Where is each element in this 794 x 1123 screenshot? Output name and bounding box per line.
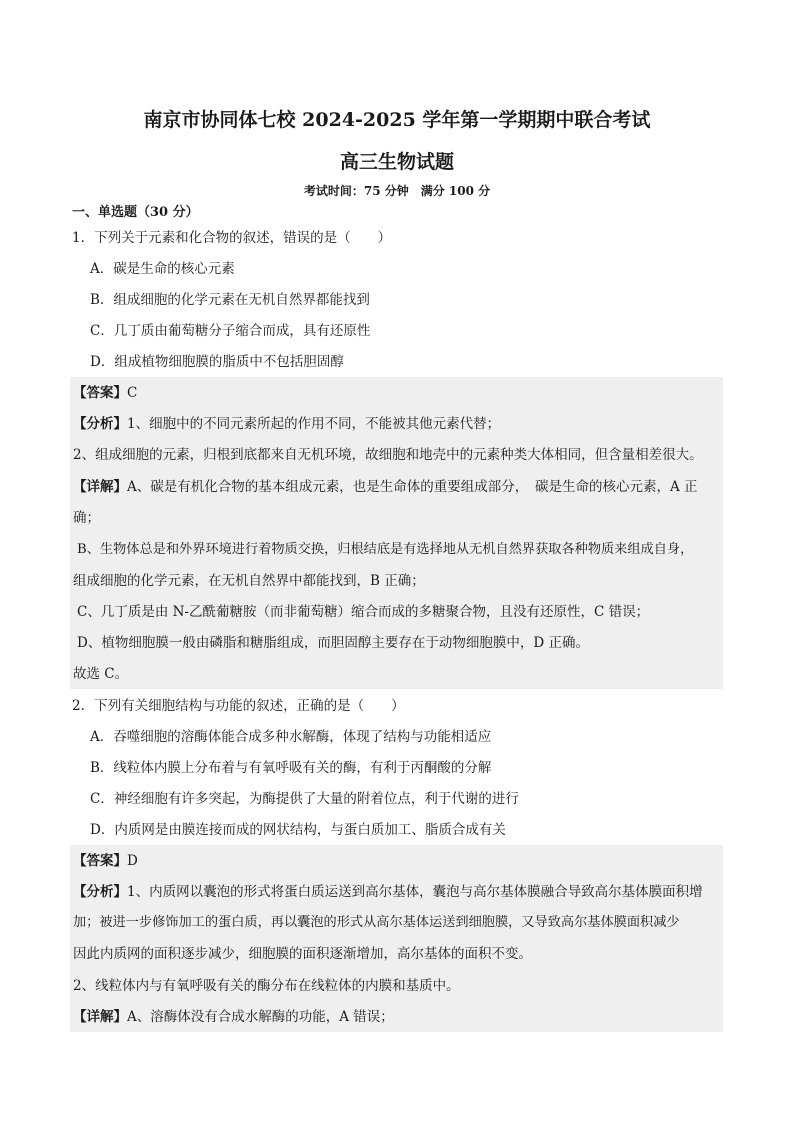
question-1-option-d: D．组成植物细胞膜的脂质中不包括胆固醇 bbox=[90, 354, 344, 370]
question-1-detail-1: 【详解】A、碳是有机化合物的基本组成元素，也是生命体的重要组成部分， 碳是生命的核心元素，A 正 bbox=[73, 479, 698, 495]
question-1-analysis-2: 2、组成细胞的元素，归根到底都来自无机环境，故细胞和地壳中的元素种类大体相同，但含量相差很大。 bbox=[73, 447, 703, 463]
detail-tag: 【详解】 bbox=[73, 479, 127, 495]
question-1-detail-5: C、几丁质是由 N-乙酰葡糖胺（而非葡萄糖）缩合而成的多糖聚合物，且没有还原性，C 错误； bbox=[77, 604, 650, 620]
question-2-option-a: A．吞噬细胞的溶酶体能合成多种水解酶，体现了结构与功能相适应 bbox=[90, 729, 492, 745]
question-2-option-d: D．内质网是由膜连接而成的网状结构，与蛋白质加工、脂质合成有关 bbox=[90, 822, 506, 838]
question-1-analysis-1: 【分析】1、细胞中的不同元素所起的作用不同，不能被其他元素代替； bbox=[73, 416, 501, 432]
exam-title: 南京市协同体七校 2024-2025 学年第一学期期中联合考试 bbox=[143, 109, 651, 131]
question-2-solution-box bbox=[70, 845, 723, 1032]
question-2-answer bbox=[73, 851, 138, 871]
question-2-analysis-1: 【分析】1、内质网以囊泡的形式将蛋白质运送到高尔基体，囊泡与高尔基体膜融合导致高尔基体膜面积增 bbox=[73, 884, 703, 900]
section-heading: 一、单选题（30 分） bbox=[72, 205, 199, 220]
detail-tag: 【详解】 bbox=[73, 1009, 127, 1025]
question-1-stem: 1．下列关于元素和化合物的叙述，错误的是（ ） bbox=[72, 230, 392, 246]
question-1-detail-2: 确； bbox=[73, 510, 100, 526]
exam-subtitle: 高三生物试题 bbox=[339, 151, 454, 173]
question-2-option-c: C．神经细胞有许多突起，为酶提供了大量的附着位点，利于代谢的进行 bbox=[90, 791, 519, 807]
question-1-option-b: B．组成细胞的化学元素在无机自然界都能找到 bbox=[90, 292, 370, 308]
question-1-option-a: A．碳是生命的核心元素 bbox=[90, 261, 235, 277]
answer-tag: 【答案】 bbox=[73, 853, 127, 869]
question-2-analysis-3: 因此内质网的面积逐步减少，细胞膜的面积逐渐增加，高尔基体的面积不变。 bbox=[73, 946, 532, 962]
answer-value: C bbox=[127, 385, 138, 401]
question-1-conclusion: 故选 C。 bbox=[73, 666, 129, 682]
question-2-stem: 2．下列有关细胞结构与功能的叙述，正确的是（ ） bbox=[72, 698, 405, 714]
question-1-detail-3: B、生物体总是和外界环境进行着物质交换，归根结底是有选择地从无机自然界获取各种物质来组成自身， bbox=[77, 542, 694, 557]
question-2-option-b: B．线粒体内膜上分布着与有氧呼吸有关的酶，有利于丙酮酸的分解 bbox=[90, 760, 492, 776]
question-1-answer bbox=[73, 383, 137, 403]
question-2-detail-1: 【详解】A、溶酶体没有合成水解酶的功能，A 错误； bbox=[73, 1009, 394, 1025]
question-2-analysis-4: 2、线粒体内与有氧呼吸有关的酶分布在线粒体的内膜和基质中。 bbox=[73, 978, 460, 994]
question-1-detail-6: D、植物细胞膜一般由磷脂和糖脂组成，而胆固醇主要存在于动物细胞膜中，D 正确。 bbox=[77, 635, 589, 651]
question-1-detail-4: 组成细胞的化学元素，在无机自然界中都能找到，B 正确； bbox=[73, 573, 425, 589]
question-2-analysis-2: 加；被进一步修饰加工的蛋白质，再以囊泡的形式从高尔基体运送到细胞膜，又导致高尔基体膜面积减少 bbox=[73, 915, 680, 930]
answer-value: D bbox=[127, 853, 138, 869]
answer-tag: 【答案】 bbox=[73, 385, 127, 401]
exam-meta: 考试时间：75 分钟 满分 100 分 bbox=[303, 184, 491, 198]
analysis-tag: 【分析】 bbox=[73, 416, 127, 432]
analysis-tag: 【分析】 bbox=[73, 884, 127, 900]
question-1-option-c: C．几丁质由葡萄糖分子缩合而成，具有还原性 bbox=[90, 323, 371, 339]
